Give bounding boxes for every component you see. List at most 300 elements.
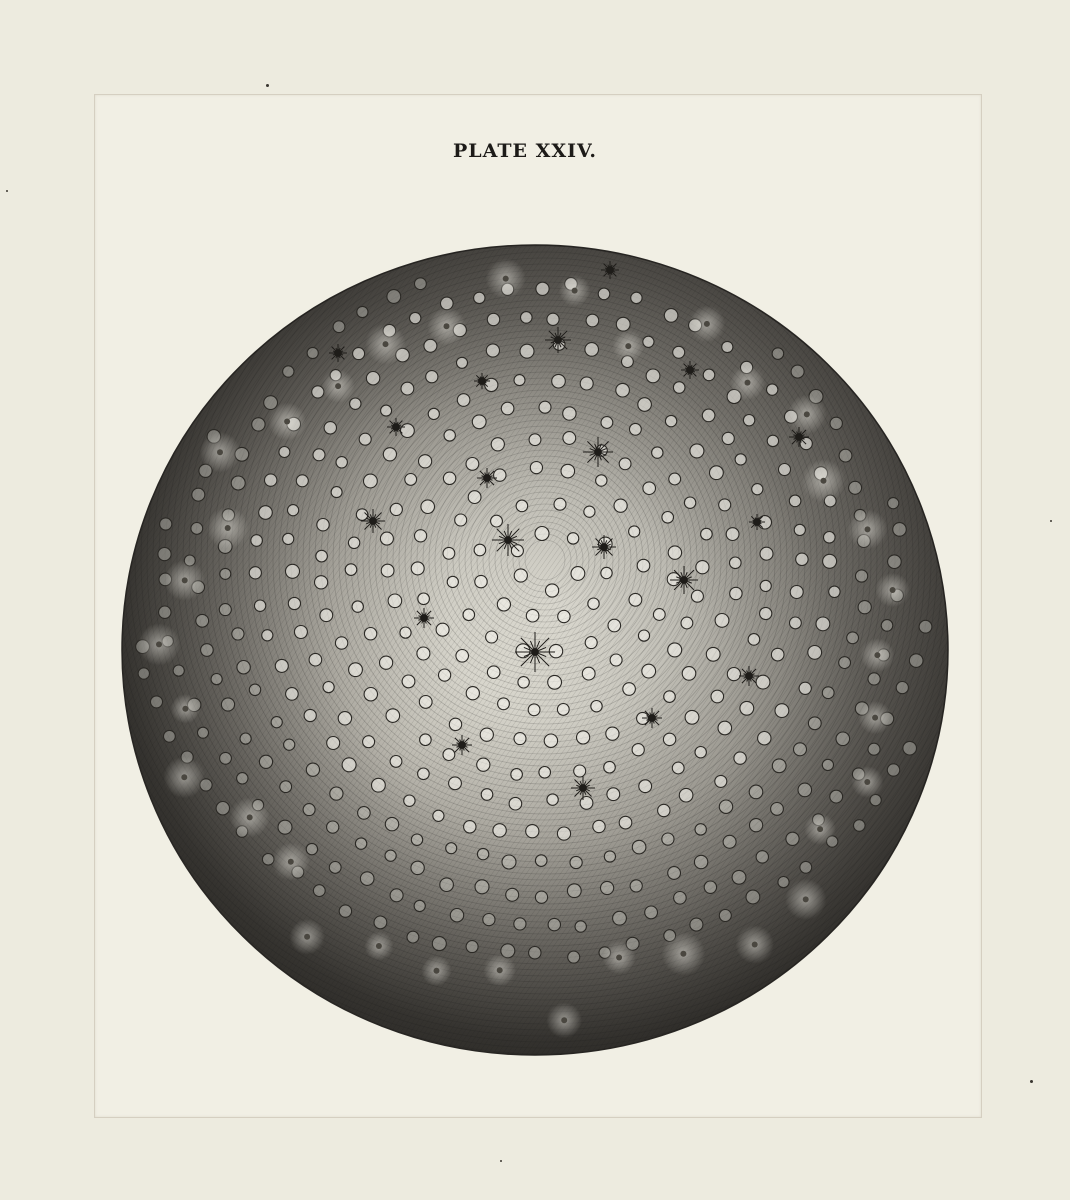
star-circle xyxy=(366,372,379,385)
star-circle xyxy=(868,743,880,755)
star-circle xyxy=(481,789,493,801)
star-circle xyxy=(358,807,371,820)
star-circle xyxy=(669,473,681,485)
star-circle xyxy=(324,422,336,434)
star-circle xyxy=(681,617,693,629)
star-circle xyxy=(598,288,610,300)
star-circle xyxy=(237,773,248,784)
star-circle xyxy=(466,687,479,700)
star-circle xyxy=(278,820,292,834)
edge-star-dot xyxy=(572,288,578,294)
star-circle xyxy=(694,855,707,868)
radiant-star xyxy=(361,509,385,533)
star-circle xyxy=(608,619,621,632)
star-circle xyxy=(775,704,789,718)
star-circle xyxy=(610,654,622,666)
star-circle xyxy=(279,447,290,458)
star-circle xyxy=(824,532,836,544)
star-circle xyxy=(516,644,530,658)
star-circle xyxy=(749,785,763,799)
star-circle xyxy=(320,609,333,622)
star-circle xyxy=(856,570,868,582)
star-circle xyxy=(336,457,347,468)
star-circle xyxy=(350,398,361,409)
star-circle xyxy=(616,383,630,397)
star-circle xyxy=(563,432,576,445)
edge-star-dot xyxy=(872,715,878,721)
star-circle xyxy=(662,512,674,524)
star-circle xyxy=(443,547,455,559)
edge-star-dot xyxy=(680,951,686,957)
star-circle xyxy=(466,458,479,471)
star-circle xyxy=(316,550,328,562)
star-circle xyxy=(304,709,316,721)
star-circle xyxy=(487,313,499,325)
star-circle xyxy=(159,606,171,618)
star-circle xyxy=(662,833,674,845)
star-circle xyxy=(756,851,768,863)
star-circle xyxy=(546,584,559,597)
star-circle xyxy=(520,344,534,358)
edge-star-dot xyxy=(376,943,382,949)
star-circle xyxy=(604,851,615,862)
star-circle xyxy=(646,369,660,383)
edge-star-dot xyxy=(821,478,827,484)
star-circle xyxy=(339,905,351,917)
star-circle xyxy=(604,761,616,773)
star-circle xyxy=(549,644,562,657)
star-circle xyxy=(487,666,500,679)
paper-speck xyxy=(1050,520,1052,522)
star-circle xyxy=(216,802,229,815)
star-circle xyxy=(547,794,558,805)
star-circle xyxy=(333,321,345,333)
radiant-star xyxy=(414,608,434,628)
star-circle xyxy=(849,481,862,494)
star-circle xyxy=(315,576,328,589)
star-circle xyxy=(414,900,425,911)
star-circle xyxy=(518,677,529,688)
star-circle xyxy=(259,755,272,768)
radiant-star xyxy=(749,514,765,530)
star-circle xyxy=(685,710,699,724)
star-circle xyxy=(327,821,339,833)
star-circle xyxy=(836,732,850,746)
star-circle xyxy=(455,514,467,526)
star-circle xyxy=(483,914,495,926)
star-circle xyxy=(703,369,715,381)
star-circle xyxy=(331,487,342,498)
star-circle xyxy=(219,604,231,616)
radiant-star xyxy=(601,261,619,279)
star-circle xyxy=(734,752,746,764)
radiant-star xyxy=(474,373,490,389)
star-circle xyxy=(771,803,784,816)
star-circle xyxy=(715,775,727,787)
star-circle xyxy=(493,824,506,837)
star-circle xyxy=(702,409,715,422)
star-circle xyxy=(596,475,607,486)
star-circle xyxy=(719,910,731,922)
star-circle xyxy=(501,402,514,415)
star-circle xyxy=(345,564,357,576)
plate-title: PLATE XXIV. xyxy=(453,140,597,162)
edge-star-dot xyxy=(616,955,622,961)
edge-star-dot xyxy=(182,577,188,583)
star-circle xyxy=(491,515,503,527)
paper-speck xyxy=(500,1160,502,1162)
star-circle xyxy=(514,569,527,582)
star-circle xyxy=(663,733,675,745)
star-circle xyxy=(198,727,209,738)
star-circle xyxy=(547,313,559,325)
star-circle xyxy=(539,767,551,779)
star-circle xyxy=(446,843,457,854)
star-circle xyxy=(309,653,322,666)
star-circle xyxy=(237,661,250,674)
star-circle xyxy=(419,455,432,468)
star-circle xyxy=(232,628,244,640)
star-circle xyxy=(404,795,415,806)
star-circle xyxy=(726,528,739,541)
star-circle xyxy=(704,881,716,893)
star-circle xyxy=(477,848,488,859)
star-circle xyxy=(491,438,504,451)
star-circle xyxy=(830,790,843,803)
star-circle xyxy=(711,690,724,703)
radiant-star xyxy=(329,344,347,362)
star-circle xyxy=(665,415,676,426)
star-circle xyxy=(353,348,365,360)
star-circle xyxy=(386,709,400,723)
star-circle xyxy=(563,407,576,420)
star-circle xyxy=(463,609,475,621)
star-circle xyxy=(854,820,866,832)
radiant-star xyxy=(452,735,472,755)
star-circle xyxy=(306,843,317,854)
edge-star-dot xyxy=(247,814,253,820)
star-circle xyxy=(485,378,498,391)
star-circle xyxy=(374,916,387,929)
star-circle xyxy=(887,764,899,776)
star-circle xyxy=(231,476,245,490)
star-circle xyxy=(544,734,557,747)
star-circle xyxy=(722,341,733,352)
star-circle xyxy=(696,561,709,574)
star-circle xyxy=(682,667,696,681)
star-circle xyxy=(380,656,393,669)
star-circle xyxy=(839,449,852,462)
star-circle xyxy=(294,626,307,639)
star-circle xyxy=(767,384,778,395)
star-circle xyxy=(405,474,417,486)
star-circle xyxy=(529,947,541,959)
star-circle xyxy=(323,682,334,693)
star-circle xyxy=(839,657,851,669)
edge-star-dot xyxy=(217,449,223,455)
edge-star-dot xyxy=(434,968,440,974)
star-circle xyxy=(283,533,294,544)
edge-star-dot xyxy=(890,587,896,593)
star-circle xyxy=(619,458,631,470)
star-circle xyxy=(271,717,282,728)
star-circle xyxy=(385,817,398,830)
star-circle xyxy=(428,408,439,419)
edge-star-dot xyxy=(752,942,758,948)
star-circle xyxy=(363,736,375,748)
star-circle xyxy=(415,530,427,542)
star-circle xyxy=(330,787,343,800)
star-circle xyxy=(221,698,234,711)
star-circle xyxy=(582,667,595,680)
star-circle xyxy=(695,747,706,758)
star-circle xyxy=(740,701,754,715)
star-circle xyxy=(580,377,593,390)
star-circle xyxy=(674,892,687,905)
star-circle xyxy=(475,880,489,894)
star-circle xyxy=(715,614,729,628)
star-circle xyxy=(327,737,340,750)
star-circle xyxy=(173,665,184,676)
star-circle xyxy=(585,637,597,649)
star-circle xyxy=(642,664,656,678)
star-circle xyxy=(192,488,205,501)
star-circle xyxy=(443,749,455,761)
star-circle xyxy=(830,417,842,429)
star-circle xyxy=(477,758,490,771)
star-circle xyxy=(528,704,540,716)
star-circle xyxy=(575,921,586,932)
star-circle xyxy=(443,472,455,484)
star-circle xyxy=(881,620,893,632)
star-circle xyxy=(574,765,586,777)
star-circle xyxy=(631,292,642,303)
star-circle xyxy=(800,861,812,873)
star-circle xyxy=(307,347,318,358)
edge-star-dot xyxy=(182,706,188,712)
star-circle xyxy=(790,617,802,629)
star-circle xyxy=(401,424,415,438)
star-circle xyxy=(196,614,209,627)
star-circle xyxy=(313,885,325,897)
star-circle xyxy=(364,474,378,488)
star-circle xyxy=(450,909,463,922)
star-circle xyxy=(591,701,602,712)
star-circle xyxy=(474,544,486,556)
star-circle xyxy=(419,696,432,709)
star-circle xyxy=(822,687,834,699)
star-circle xyxy=(632,840,646,854)
radiant-star xyxy=(583,437,613,467)
star-circle xyxy=(526,609,539,622)
star-circle xyxy=(381,564,394,577)
edge-star-dot xyxy=(804,411,810,417)
star-circle xyxy=(786,832,799,845)
star-circle xyxy=(727,668,740,681)
star-circle xyxy=(390,503,402,515)
star-circle xyxy=(415,278,427,290)
star-circle xyxy=(643,482,656,495)
star-circle xyxy=(570,856,582,868)
star-circle xyxy=(601,567,612,578)
star-circle xyxy=(436,623,449,636)
star-circle xyxy=(606,727,619,740)
star-circle xyxy=(760,607,772,619)
star-circle xyxy=(348,537,359,548)
star-circle xyxy=(639,780,652,793)
star-circle xyxy=(357,306,368,317)
star-circle xyxy=(474,292,485,303)
star-circle xyxy=(407,931,419,943)
star-circle xyxy=(672,762,684,774)
radiant-star xyxy=(515,632,555,672)
star-circle xyxy=(249,567,261,579)
star-circle xyxy=(138,668,149,679)
star-circle xyxy=(390,756,402,768)
star-circle xyxy=(568,951,580,963)
star-circle xyxy=(275,659,288,672)
star-circle xyxy=(690,444,704,458)
star-circle xyxy=(514,918,526,930)
edge-star-dot xyxy=(745,380,751,386)
star-circle xyxy=(722,432,734,444)
star-circle xyxy=(288,505,299,516)
star-circle xyxy=(444,430,455,441)
star-circle xyxy=(637,559,650,572)
star-circle xyxy=(613,911,627,925)
star-circle xyxy=(388,594,402,608)
star-circle xyxy=(449,718,461,730)
star-circle xyxy=(421,500,435,514)
star-circle xyxy=(317,519,329,531)
globe-hatching xyxy=(27,42,1063,1078)
star-circle xyxy=(668,867,681,880)
star-circle xyxy=(619,816,632,829)
star-circle xyxy=(349,663,363,677)
star-circle xyxy=(808,646,822,660)
star-circle xyxy=(732,870,746,884)
star-circle xyxy=(858,601,871,614)
edge-star-dot xyxy=(304,934,310,940)
edge-star-dot xyxy=(874,652,880,658)
star-circle xyxy=(457,357,468,368)
star-circle xyxy=(418,768,430,780)
star-circle xyxy=(265,474,277,486)
star-circle xyxy=(486,631,498,643)
edge-star-dot xyxy=(497,967,503,973)
star-circle xyxy=(249,684,260,695)
star-circle xyxy=(735,454,746,465)
star-circle xyxy=(447,576,458,587)
star-circle xyxy=(558,610,570,622)
star-circle xyxy=(251,535,263,547)
star-circle xyxy=(420,734,432,746)
star-circle xyxy=(506,888,519,901)
star-circle xyxy=(529,434,541,446)
star-circle xyxy=(643,336,654,347)
star-circle xyxy=(868,673,880,685)
star-circle xyxy=(798,783,812,797)
star-circle xyxy=(695,824,706,835)
star-circle xyxy=(509,797,522,810)
star-circle xyxy=(411,834,422,845)
star-circle xyxy=(607,788,620,801)
star-circle xyxy=(586,314,599,327)
star-circle xyxy=(526,825,539,838)
star-circle xyxy=(673,382,685,394)
star-circle xyxy=(417,647,430,660)
star-circle xyxy=(623,683,636,696)
star-circle xyxy=(760,547,773,560)
star-circle xyxy=(630,423,642,435)
star-circle xyxy=(432,937,446,951)
star-circle xyxy=(380,532,393,545)
star-circle xyxy=(584,506,595,517)
star-circle xyxy=(577,731,590,744)
star-circle xyxy=(847,632,859,644)
paper-speck xyxy=(266,84,269,87)
edge-star-dot xyxy=(625,343,631,349)
star-circle xyxy=(710,466,724,480)
star-circle xyxy=(364,628,376,640)
edge-star-dot xyxy=(225,525,231,531)
star-circle xyxy=(158,548,171,561)
star-circle xyxy=(252,418,265,431)
star-circle xyxy=(521,312,533,324)
star-circle xyxy=(313,449,325,461)
star-circle xyxy=(748,634,760,646)
star-circle xyxy=(191,523,203,535)
star-circle xyxy=(288,597,300,609)
star-circle xyxy=(730,557,742,569)
star-circle xyxy=(280,781,292,793)
radiant-star xyxy=(739,666,759,686)
star-circle xyxy=(588,598,599,609)
star-circle xyxy=(480,728,493,741)
star-circle xyxy=(808,717,821,730)
star-circle xyxy=(220,568,231,579)
star-circle xyxy=(387,290,401,304)
star-circle xyxy=(355,838,366,849)
star-circle xyxy=(401,382,414,395)
edge-star-dot xyxy=(864,779,870,785)
star-circle xyxy=(383,448,396,461)
star-circle xyxy=(750,819,763,832)
star-circle xyxy=(771,648,784,661)
star-circle xyxy=(539,401,551,413)
star-circle xyxy=(730,587,742,599)
star-circle xyxy=(888,555,902,569)
edge-star-dot xyxy=(561,1017,567,1023)
edge-star-dot xyxy=(284,419,290,425)
paper-speck xyxy=(6,190,8,192)
star-circle xyxy=(794,524,805,535)
star-circle xyxy=(758,732,771,745)
star-circle xyxy=(283,366,294,377)
star-circle xyxy=(816,617,830,631)
star-circle xyxy=(338,712,351,725)
star-circle xyxy=(601,417,613,429)
star-circle xyxy=(335,637,347,649)
radiant-star xyxy=(681,361,699,379)
star-circle xyxy=(164,730,176,742)
star-circle xyxy=(658,804,670,816)
star-circle xyxy=(494,469,506,481)
edge-star-dot xyxy=(444,323,450,329)
star-circle xyxy=(472,415,486,429)
star-circle xyxy=(486,344,499,357)
star-circle xyxy=(511,545,523,557)
